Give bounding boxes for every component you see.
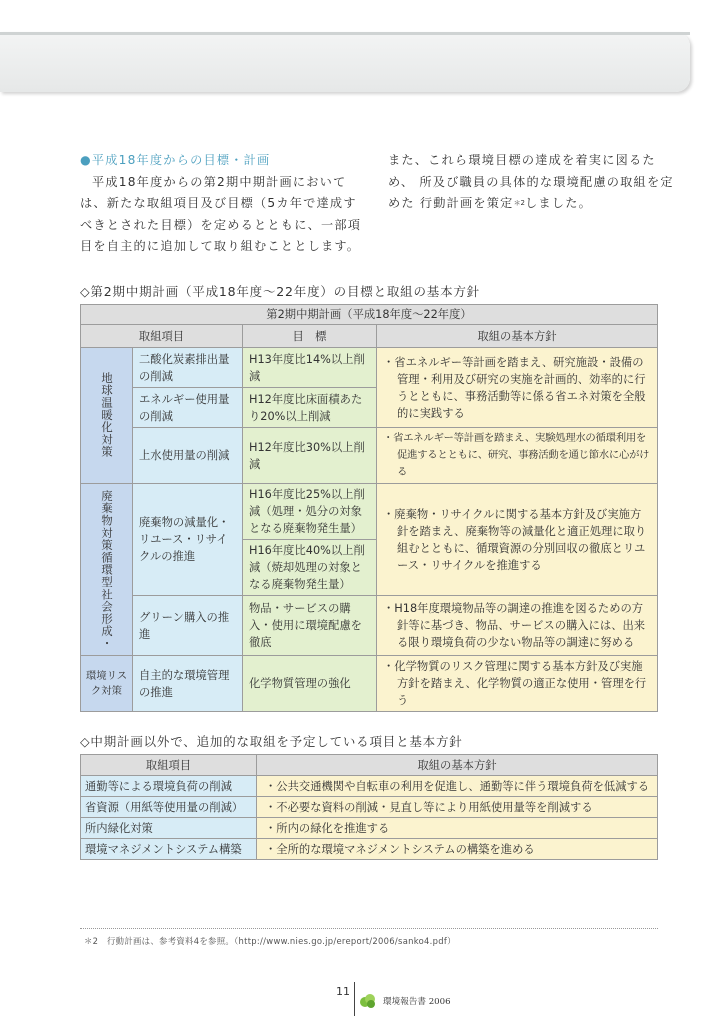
table-row [81,776,658,797]
policy-risk: ・化学物質のリスク管理に関する基本方針及び実施方針を踏まえ、化学物質の適正な使用・管理を行う [377,656,658,712]
page-divider [354,982,355,1016]
plan-header-goal: 目 標 [243,325,377,348]
report-title: 環境報告書 2006 [383,997,451,1007]
table-row [81,596,658,656]
table-row [81,839,658,860]
intro-right-text-2: しました。 [525,196,592,210]
extra-item: 環境マネジメントシステム構築 [81,839,257,860]
plan-header-row [81,325,658,348]
category-risk: 環境リスク対策 [81,656,133,712]
intro-left [80,150,370,258]
policy-water: ・省エネルギー等計画を踏まえ、実験処理水の循環利用を促進するとともに、研究、事務活動を通じ節水に心がける [377,428,658,484]
goal-risk: 化学物質管理の強化 [243,656,377,712]
category-waste: 廃棄物対策循環型社会形成・ [81,484,133,656]
intro-left-text: 平成18年度からの第2期中期計画において は、新たな取組項目及び目標（5カ年で達成す べきとされた目標）を定めるとともに、一部項 目を自主的に追加して取り組むこととします。 [80,174,362,253]
extra-header-policy: 取組の基本方針 [257,755,658,776]
intro-heading-text: 平成18年度からの目標・計画 [91,153,271,167]
footnote: ＊2 行動計画は、参考資料4を参照。（http://www.nies.go.jp/ereport/2006/sanko4.pdf） [84,936,456,946]
goal-waste-2: H16年度比40%以上削減（焼却処理の対象となる廃棄物発生量） [243,540,377,596]
extra-item: 通勤等による環境負荷の削減 [81,776,257,797]
extra-policy: ・公共交通機関や自転車の利用を促進し、通勤等に伴う環境負荷を低減する [257,776,658,797]
plan-table [80,304,658,712]
policy-waste: ・廃棄物・リサイクルに関する基本方針及び実施方針を踏まえ、廃棄物等の減量化と適正処理に取り組むとともに、循環資源の分別回収の徹底とリユース・リサイクルを推進する [377,484,658,596]
table-row [81,348,658,388]
goal-waste-1: H16年度比25%以上削減（処理・処分の対象となる廃棄物発生量） [243,484,377,540]
policy-energy: ・省エネルギー等計画を踏まえ、研究施設・設備の管理・利用及び研究の実施を計画的、効率的に行うとともに、事務活動等に係る省エネ対策を全般的に実践する [377,348,658,428]
plan-caption-row [81,305,658,325]
table-row [81,797,658,818]
extra-table [80,754,658,860]
item-risk: 自主的な環境管理の推進 [133,656,243,712]
item-energy: エネルギー使用量の削減 [133,388,243,428]
item-water: 上水使用量の削減 [133,428,243,484]
goal-energy: H12年度比床面積あたり20%以上削減 [243,388,377,428]
table-row [81,656,658,712]
header-band [0,32,690,92]
green-leaf-icon [359,993,377,1009]
plan-header-policy: 取組の基本方針 [377,325,658,348]
footnote-ref: ＊2 [513,199,526,207]
bullet-dot-icon: ● [80,153,92,167]
extra-header-row [81,755,658,776]
goal-green: 物品・サービスの購入・使用に環境配慮を徹底 [243,596,377,656]
extra-policy: ・不必要な資料の削減・見直し等により用紙使用量等を削減する [257,797,658,818]
page-number: 11 [336,985,350,998]
item-co2: 二酸化炭素排出量の削減 [133,348,243,388]
extra-header-item: 取組項目 [81,755,257,776]
extra-policy: ・所内の緑化を推進する [257,818,658,839]
table-row [81,484,658,540]
plan-section-title: ◇第2期中期計画（平成18年度〜22年度）の目標と取組の基本方針 [80,284,480,299]
category-global-warming: 地球温暖化対策 [81,348,133,484]
intro-heading [80,150,370,172]
goal-water: H12年度比30%以上削減 [243,428,377,484]
extra-item: 所内緑化対策 [81,818,257,839]
footnote-rule [80,928,658,929]
policy-green: ・H18年度環境物品等の調達の推進を図るための方針等に基づき、物品、サービスの購入には、出来る限り環境負荷の少ない物品等の調達に努める [377,596,658,656]
plan-caption: 第2期中期計画（平成18年度〜22年度） [81,305,658,325]
plan-header-item: 取組項目 [81,325,243,348]
table-row [81,428,658,484]
extra-item: 省資源（用紙等使用量の削減） [81,797,257,818]
extra-section-title: ◇中期計画以外で、追加的な取組を予定している項目と基本方針 [80,734,463,749]
item-green: グリーン購入の推進 [133,596,243,656]
intro-right [388,150,678,215]
table-row [81,818,658,839]
extra-policy: ・全所的な環境マネジメントシステムの構築を進める [257,839,658,860]
intro-right-text-1: また、これら環境目標の達成を着実に図るため、 所及び職員の具体的な環境配慮の取組を定めた 行動計画を策定 [388,153,674,210]
goal-co2: H13年度比14%以上削減 [243,348,377,388]
item-waste: 廃棄物の減量化・リユース・リサイクルの推進 [133,484,243,596]
